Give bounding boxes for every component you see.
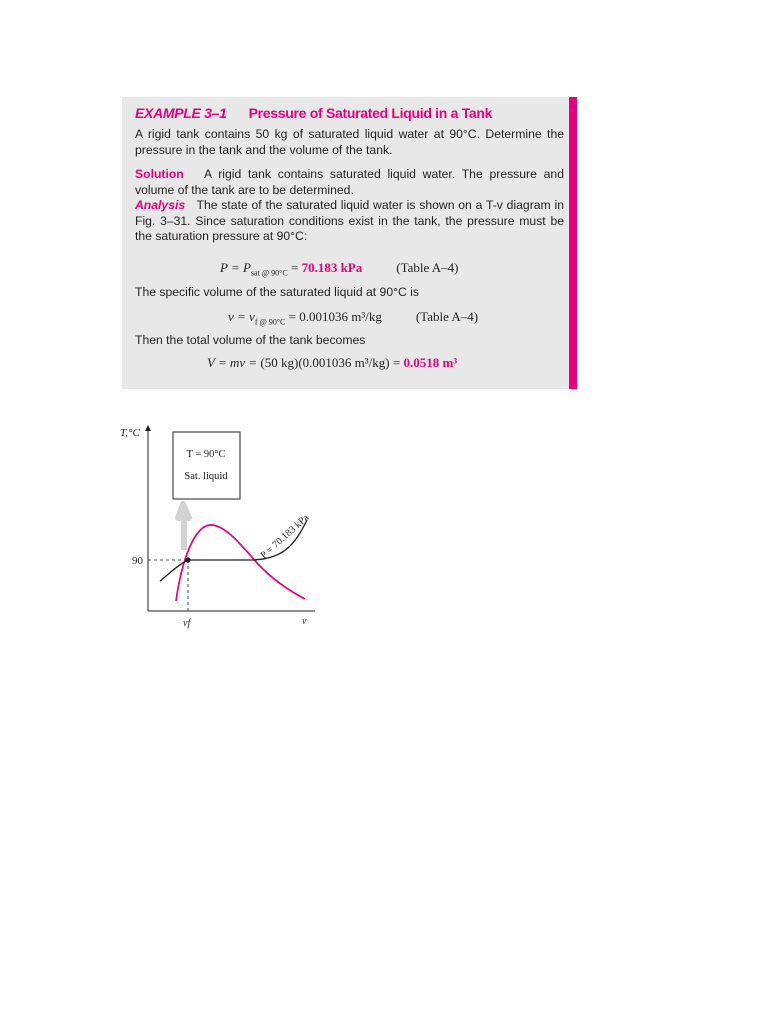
eq2-rhs: = 0.001036 m³/kg: [285, 309, 382, 324]
t-axis-label: T,°C: [120, 427, 140, 439]
analysis-paragraph: [135, 198, 564, 245]
equation-pressure: [220, 260, 459, 282]
callout-line-2: Sat. liquid: [184, 471, 228, 482]
accent-bar: [569, 97, 577, 389]
state-point: [185, 557, 190, 562]
total-volume-text: Then the total volume of the tank becomes: [135, 333, 366, 347]
state-callout-box: [173, 432, 240, 499]
eq2-lhs: v = v: [228, 309, 255, 324]
vf-tick: vf: [183, 618, 191, 629]
analysis-text: The state of the saturated liquid water is shown on a T-v diagram in Fig. 3–31. Since saturation conditions exist in the tank, the pressure must be the saturation pressure at 90°C:: [135, 198, 564, 243]
specific-volume-text: The specific volume of the saturated liquid at 90°C is: [135, 285, 419, 299]
eq2-reference: (Table A–4): [415, 309, 479, 324]
callout-arrow: [178, 504, 189, 550]
eq3-result: 0.0518 m³: [403, 355, 458, 370]
analysis-label: Analysis: [135, 198, 186, 212]
tv-diagram: [110, 418, 430, 648]
equation-total-volume: [207, 355, 457, 371]
eq1-equals: =: [287, 260, 302, 275]
v-axis-label: v: [302, 616, 307, 627]
eq2-subscript: f @ 90°C: [254, 317, 286, 327]
example-box: [122, 97, 569, 389]
t-tick-90: 90: [132, 555, 143, 567]
eq3-rhs: (50 kg)(0.001036 m³/kg) =: [260, 355, 404, 370]
eq1-reference: (Table A–4): [396, 260, 459, 275]
eq3-lhs: V = mv =: [207, 355, 261, 370]
solution-label: Solution: [135, 167, 184, 181]
solution-text: A rigid tank contains saturated liquid water. The pressure and volume of the tank are to be determined.: [135, 167, 564, 197]
solution-paragraph: [135, 167, 564, 198]
example-label: EXAMPLE 3–1: [135, 105, 227, 121]
eq1-lhs: P = P: [220, 260, 251, 275]
equation-specific-volume: [228, 309, 478, 331]
problem-statement: A rigid tank contains 50 kg of saturated liquid water at 90°C. Determine the pressure in the tank and the volume of the tank.: [135, 127, 564, 157]
isobar-label: P = 70.183 kPa: [258, 512, 312, 562]
example-header: [135, 105, 564, 127]
callout-line-1: T = 90°C: [186, 449, 226, 460]
example-title: Pressure of Saturated Liquid in a Tank: [248, 105, 493, 121]
eq1-result: 70.183 kPa: [301, 260, 363, 275]
eq1-subscript: sat @ 90°C: [250, 268, 288, 278]
